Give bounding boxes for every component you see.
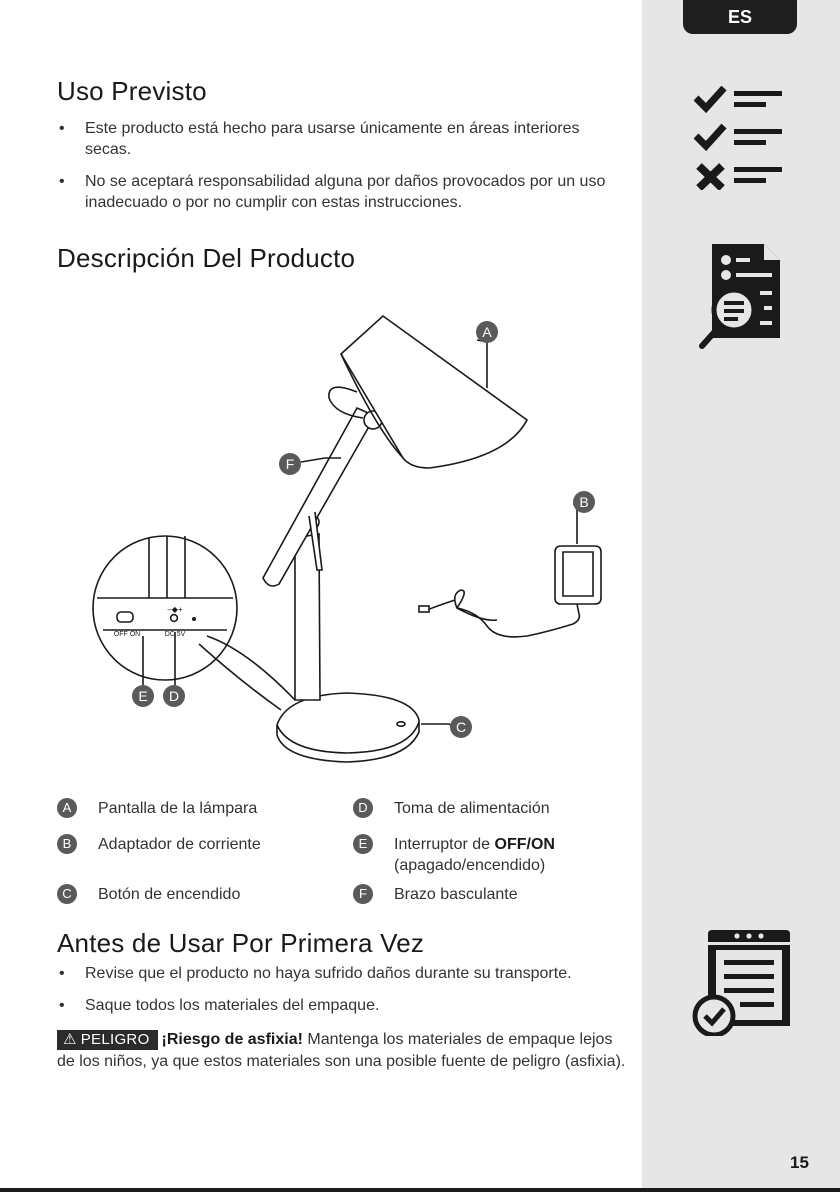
bottom-rule xyxy=(0,1188,840,1192)
part-d xyxy=(353,798,550,819)
before-use-list xyxy=(57,963,627,1027)
list-item: • No se aceptará responsabilidad alguna por daños provocados por un uso inadecuado o por no cumplir con estas instrucciones. xyxy=(57,171,627,213)
part-letter: A xyxy=(57,798,77,818)
power-label: DC 5V xyxy=(164,631,186,638)
callout-d: D xyxy=(168,688,180,704)
callout-b: B xyxy=(579,494,589,510)
product-description-title: Descripción Del Producto xyxy=(57,243,356,273)
part-letter: C xyxy=(57,884,77,904)
part-letter: F xyxy=(353,884,373,904)
switch-label: OFF ON xyxy=(113,631,141,638)
list-item: • Revise que el producto no haya sufrido daños durante su transporte. xyxy=(57,963,627,984)
part-label-suffix: (apagado/encendido) xyxy=(394,857,546,874)
part-label: Adaptador de corriente xyxy=(98,836,261,853)
callout-e: E xyxy=(138,688,148,704)
part-letter: B xyxy=(57,834,77,854)
danger-label: PELIGRO xyxy=(80,1031,150,1048)
part-label-bold: OFF/ON xyxy=(494,836,555,853)
danger-notice xyxy=(57,1029,627,1073)
checklist-icon xyxy=(694,86,786,190)
product-diagram xyxy=(57,290,617,770)
part-label-prefix: Interruptor de xyxy=(394,836,495,853)
warning-triangle-icon: ⚠ xyxy=(63,1031,77,1048)
page-number: 15 xyxy=(790,1153,809,1172)
list-item: • Saque todos los materiales del empaque. xyxy=(57,995,627,1016)
callout-a: A xyxy=(482,324,492,340)
part-a xyxy=(57,798,257,819)
callout-f: F xyxy=(285,456,295,472)
lamp-shade xyxy=(341,316,527,468)
part-label xyxy=(394,834,555,876)
danger-bold: ¡Riesgo de asfixia! xyxy=(161,1031,303,1048)
callout-c: C xyxy=(455,719,467,735)
intended-use-title: Uso Previsto xyxy=(57,76,207,106)
part-label: Botón de encendido xyxy=(98,886,241,903)
lamp-base xyxy=(277,693,419,762)
danger-badge xyxy=(57,1030,158,1050)
list-item: • Este producto está hecho para usarse únicamente en áreas interiores secas. xyxy=(57,118,627,160)
intended-use-list xyxy=(57,118,627,224)
clipboard-check-icon xyxy=(690,930,792,1036)
part-e xyxy=(353,834,555,876)
part-label: Toma de alimentación xyxy=(394,800,550,817)
part-b xyxy=(57,834,261,855)
document-search-icon xyxy=(698,244,782,350)
polarity-label: –◆+ xyxy=(167,605,183,614)
danger-text: Mantenga los materiales de empaque lejos de los niños, ya que estos materiales son una posible fuente de peligro (asfixia). xyxy=(57,1031,626,1070)
before-use-title: Antes de Usar Por Primera Vez xyxy=(57,928,425,958)
part-letter: E xyxy=(353,834,373,854)
language-badge: ES xyxy=(683,0,797,34)
part-c xyxy=(57,884,240,905)
part-letter: D xyxy=(353,798,373,818)
part-label: Brazo basculante xyxy=(394,886,518,903)
part-f xyxy=(353,884,518,905)
part-label: Pantalla de la lámpara xyxy=(98,800,258,817)
